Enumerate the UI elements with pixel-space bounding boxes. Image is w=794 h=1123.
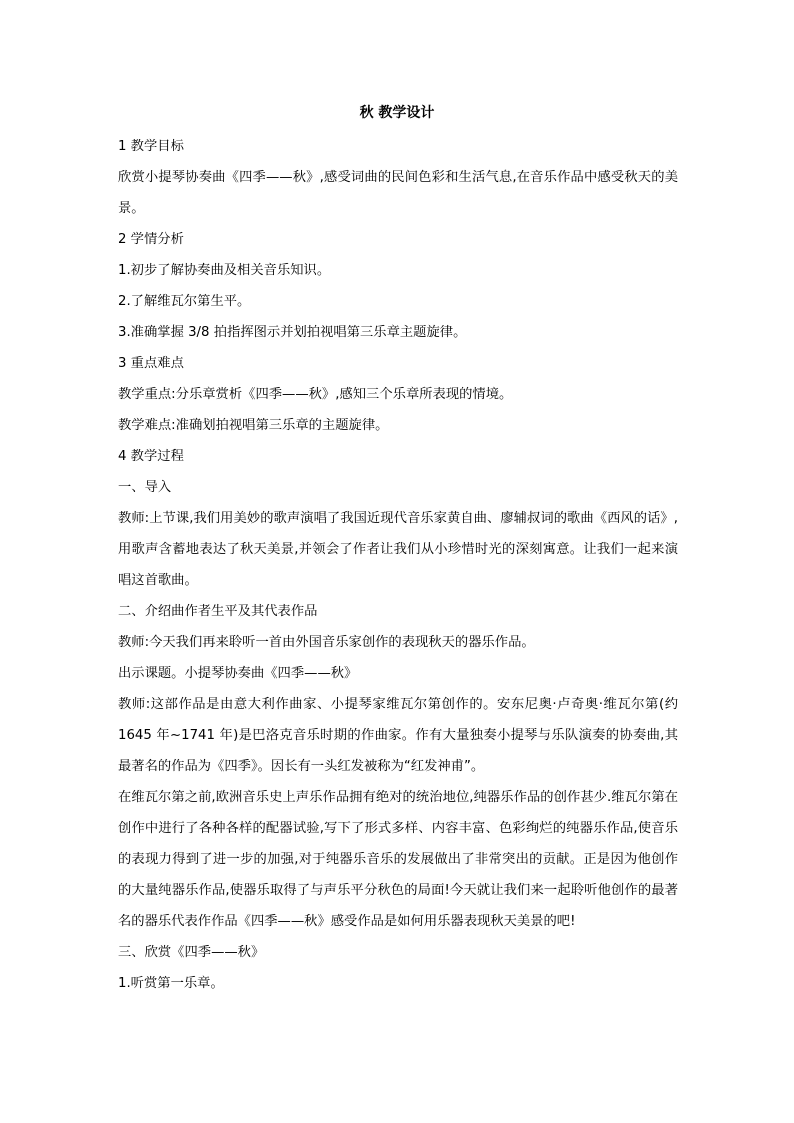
document-body (118, 131, 678, 999)
heading-student-analysis: 2 学情分析 (118, 232, 184, 247)
paragraph-composer-intro: 教师:今天我们再来聆听一首由外国音乐家创作的表现秋天的器乐作品。 (118, 635, 535, 650)
subheading-composer: 二、介绍曲作者生平及其代表作品 (118, 604, 318, 619)
paragraph-composer-bio: 教师:这部作品是由意大利作曲家、小提琴家维瓦尔第创作的。安东尼奥·卢奇奥·维瓦尔第(约 1645 年~1741 年)是巴洛克音乐时期的作曲家。作有大量独奏小提琴与乐队演奏的协奏曲,其最著名的作品为《四季》。因长有一头红发被称为“红发神甫”。 (118, 697, 678, 774)
heading-key-points: 3 重点难点 (118, 356, 184, 371)
document-title: 秋 教学设计 (359, 105, 435, 121)
list-item: 1.初步了解协奏曲及相关音乐知识。 (118, 263, 331, 278)
paragraph-composer-contribution: 在维瓦尔第之前,欧洲音乐史上声乐作品拥有绝对的统治地位,纯器乐作品的创作甚少.维瓦尔第在创作中进行了各种各样的配器试验,写下了形式多样、内容丰富、色彩绚烂的纯器乐作品,使音乐的表现力得到了进一步的加强,对于纯器乐音乐的发展做出了非常突出的贡献。正是因为他创作的大量纯器乐作品,使器乐取得了与声乐平分秋色的局面!今天就让我们来一起聆听他创作的最著名的器乐代表作作品《四季——秋》感受作品是如何用乐器表现秋天美景的吧! (118, 790, 678, 929)
list-item: 3.准确掌握 3/8 拍指挥图示并划拍视唱第三乐章主题旋律。 (118, 325, 467, 340)
list-item: 2.了解维瓦尔第生平。 (118, 294, 251, 309)
list-item: 1.听赏第一乐章。 (118, 976, 224, 991)
subheading-appreciation: 三、欣赏《四季——秋》 (118, 945, 265, 960)
subheading-introduction: 一、导入 (118, 480, 172, 495)
paragraph-difficulty: 教学难点:准确划拍视唱第三乐章的主题旋律。 (118, 418, 389, 433)
paragraph-introduction: 教师:上节课,我们用美妙的歌声演唱了我国近现代音乐家黄自曲、廖辅叔词的歌曲《西风的话》,用歌声含蓄地表达了秋天美景,并领会了作者让我们从小珍惜时光的深刻寓意。让我们一起来演唱这首歌曲。 (118, 511, 678, 588)
heading-teaching-process: 4 教学过程 (118, 449, 184, 464)
paragraph-key-point: 教学重点:分乐章赏析《四季——秋》,感知三个乐章所表现的情境。 (118, 387, 513, 402)
heading-objectives: 1 教学目标 (118, 139, 184, 154)
paragraph-objectives: 欣赏小提琴协奏曲《四季——秋》,感受词曲的民间色彩和生活气息,在音乐作品中感受秋天的美景。 (118, 170, 678, 216)
paragraph-lesson-title: 出示课题。小提琴协奏曲《四季——秋》 (118, 666, 358, 681)
